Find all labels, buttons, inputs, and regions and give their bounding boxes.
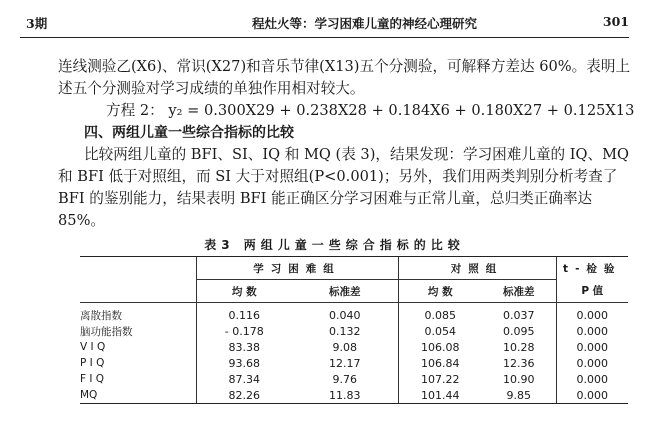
paragraph-line-1: 比较两组儿童的 BFI、SI、IQ 和 MQ (表 3)，结果发现：学习困难儿童的 IQ、MQ (84, 146, 630, 163)
table-row (80, 371, 628, 387)
cell-sd2: 0.095 (503, 324, 535, 338)
cell-p: 0.000 (556, 303, 628, 324)
page-number: 301 (602, 14, 629, 29)
cell-sd1: 0.040 (329, 309, 361, 322)
table-row (80, 387, 628, 404)
body-line-2: 述五个分测验对学习成绩的单独作用相对较大。 (58, 80, 365, 97)
cell-mean1: - 0.178 (196, 323, 292, 339)
mean1-subheader: 均 数 (196, 280, 292, 303)
running-header (20, 14, 629, 32)
sd2-subheader: 标准差 (482, 280, 556, 303)
body-line-1: 连线测验乙(X6)、常识(X27)和音乐节律(X13)五个分测验，可解释方差达 60%。表明上 (58, 58, 631, 75)
table-row (80, 323, 628, 339)
cell-mean2: 0.085 (398, 303, 482, 324)
cell-mean1: 0.116 (196, 303, 292, 324)
cell-mean1: 93.68 (196, 355, 292, 371)
cell-sd2: 12.36 (503, 356, 535, 370)
equation-2: 方程 2： y₂ = 0.300X29 + 0.238X28 + 0.184X6 + 0.180X27 + 0.125X13 (106, 102, 635, 119)
cell-p: 0.000 (556, 387, 628, 404)
cell-mean2: 107.22 (398, 371, 482, 387)
row-label: F I Q (80, 373, 105, 385)
cell-p: 0.000 (556, 371, 628, 387)
cell-sd1: 0.132 (329, 324, 361, 338)
cell-sd1: 12.17 (329, 356, 361, 370)
cell-sd2: 10.28 (503, 340, 535, 354)
cell-p: 0.000 (556, 355, 628, 371)
table-row (80, 355, 628, 371)
row-label: 脑功能指数 (80, 325, 133, 338)
section-heading: 四、两组儿童一些综合指标的比较 (84, 125, 294, 141)
cell-sd1: 11.83 (292, 387, 398, 404)
cell-sd2: 0.037 (503, 309, 535, 322)
table-body (80, 303, 628, 404)
cell-sd2: 9.85 (482, 387, 556, 404)
table-container (80, 256, 628, 404)
issue-label: 3期 (26, 16, 48, 31)
paragraph-line-2: 和 BFI 低于对照组，而 SI 大于对照组(P<0.001)；另外，我们用两类判别分析考查了 (58, 168, 618, 185)
sd1-subheader: 标准差 (292, 280, 398, 303)
running-title: 程灶火等：学习困难儿童的神经心理研究 (252, 16, 478, 31)
cell-mean2: 106.08 (398, 339, 482, 355)
corner-cell (80, 257, 196, 280)
cell-mean2: 106.84 (398, 355, 482, 371)
table-row (80, 303, 628, 324)
row-label: V I Q (80, 341, 106, 353)
cell-mean1: 82.26 (196, 387, 292, 404)
paragraph-line-3: BFI 的鉴别能力，结果表明 BFI 能正确区分学习困难与正常儿童，总归类正确率达 (58, 190, 593, 207)
cell-p: 0.000 (556, 323, 628, 339)
cell-mean1: 83.38 (196, 339, 292, 355)
mean2-subheader: 均 数 (398, 280, 482, 303)
group2-header: 对照组 (398, 257, 556, 280)
p-subheader: P 值 (556, 280, 628, 303)
table-row (80, 339, 628, 355)
paragraph-line-4: 85%。 (58, 212, 106, 229)
cell-mean2: 101.44 (398, 387, 482, 404)
ttest-header: t-检验 (556, 257, 628, 280)
cell-mean2: 0.054 (398, 323, 482, 339)
row-label: 离散指数 (80, 310, 122, 322)
cell-p: 0.000 (556, 339, 628, 355)
header-rule (20, 37, 629, 38)
cell-sd1: 9.08 (332, 340, 357, 354)
cell-mean1: 87.34 (196, 371, 292, 387)
comparison-table (80, 256, 628, 404)
cell-sd2: 10.90 (503, 372, 535, 386)
label-subheader (80, 280, 196, 303)
cell-sd1: 9.76 (332, 372, 357, 386)
table-title: 表3 两组儿童一些综合指标的比较 (204, 238, 465, 252)
row-label: MQ (80, 387, 196, 404)
row-label: P I Q (80, 357, 105, 369)
group1-header: 学习困难组 (196, 257, 398, 280)
